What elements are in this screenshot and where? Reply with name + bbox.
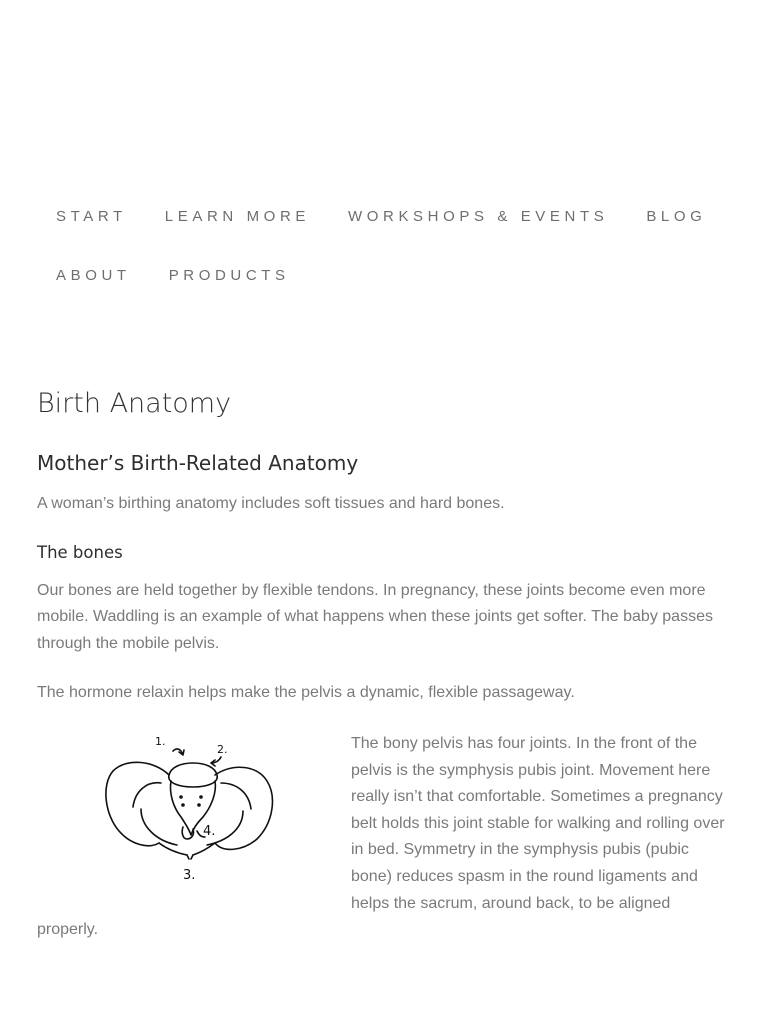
bones-paragraph: Our bones are held together by flexible tendons. In pregnancy, these joints become even more mobile. Waddling is an example of what happens when these joints get softer. The baby passes through the mobile pelvis. xyxy=(37,581,713,652)
page-content xyxy=(37,384,733,944)
pelvis-section xyxy=(37,731,733,944)
nav-row-1 xyxy=(56,204,736,263)
bones-heading: The bones xyxy=(37,542,123,562)
nav-item-workshops-events[interactable]: WORKSHOPS & EVENTS xyxy=(347,208,609,225)
right-iliac-wing xyxy=(215,767,272,849)
symphysis xyxy=(187,855,193,859)
nav-item-blog[interactable]: BLOG xyxy=(646,208,707,225)
label-two: 2. xyxy=(217,742,228,756)
right-iliac-inner xyxy=(221,783,251,809)
arrow-one xyxy=(173,749,184,755)
nav-item-about[interactable]: ABOUT xyxy=(56,267,131,284)
sacrum-top xyxy=(169,763,217,787)
nav-item-products[interactable]: PRODUCTS xyxy=(168,267,290,284)
intro-paragraph: A woman’s birthing anatomy includes soft tissues and hard bones. xyxy=(37,495,505,512)
nav-item-start[interactable]: START xyxy=(56,208,127,225)
nav-row-2 xyxy=(56,263,736,322)
label-four: 4. xyxy=(203,823,216,839)
main-navigation xyxy=(56,204,736,322)
label-three: 3. xyxy=(183,867,196,883)
label-one: 1. xyxy=(155,734,166,748)
pelvis-drawing xyxy=(97,731,277,891)
nav-item-learn-more[interactable]: LEARN MORE xyxy=(164,208,310,225)
pubic-inner xyxy=(141,809,177,845)
pubic-arch-right xyxy=(193,843,215,855)
left-iliac-inner xyxy=(133,783,161,807)
joints-paragraph: The bony pelvis has four joints. In the front of the pelvis is the symphysis pubis joint. Movement here really isn’t that comfortable. Sometimes a pregnancy belt holds this joint stable for walking and rolling over in bed. Symmetry in the symphysis pubis (pubic bone) reduces spasm in the round ligaments and helps the sacrum, around back, to be aligned properly. xyxy=(37,734,725,939)
pelvis-illustration xyxy=(37,731,333,891)
left-iliac-wing xyxy=(106,762,169,845)
section-heading: Mother’s Birth-Related Anatomy xyxy=(37,451,359,475)
relaxin-paragraph: The hormone relaxin helps make the pelvis a dynamic, flexible passageway. xyxy=(37,684,575,702)
arrow-two xyxy=(211,757,221,766)
page-title: Birth Anatomy xyxy=(37,388,232,419)
